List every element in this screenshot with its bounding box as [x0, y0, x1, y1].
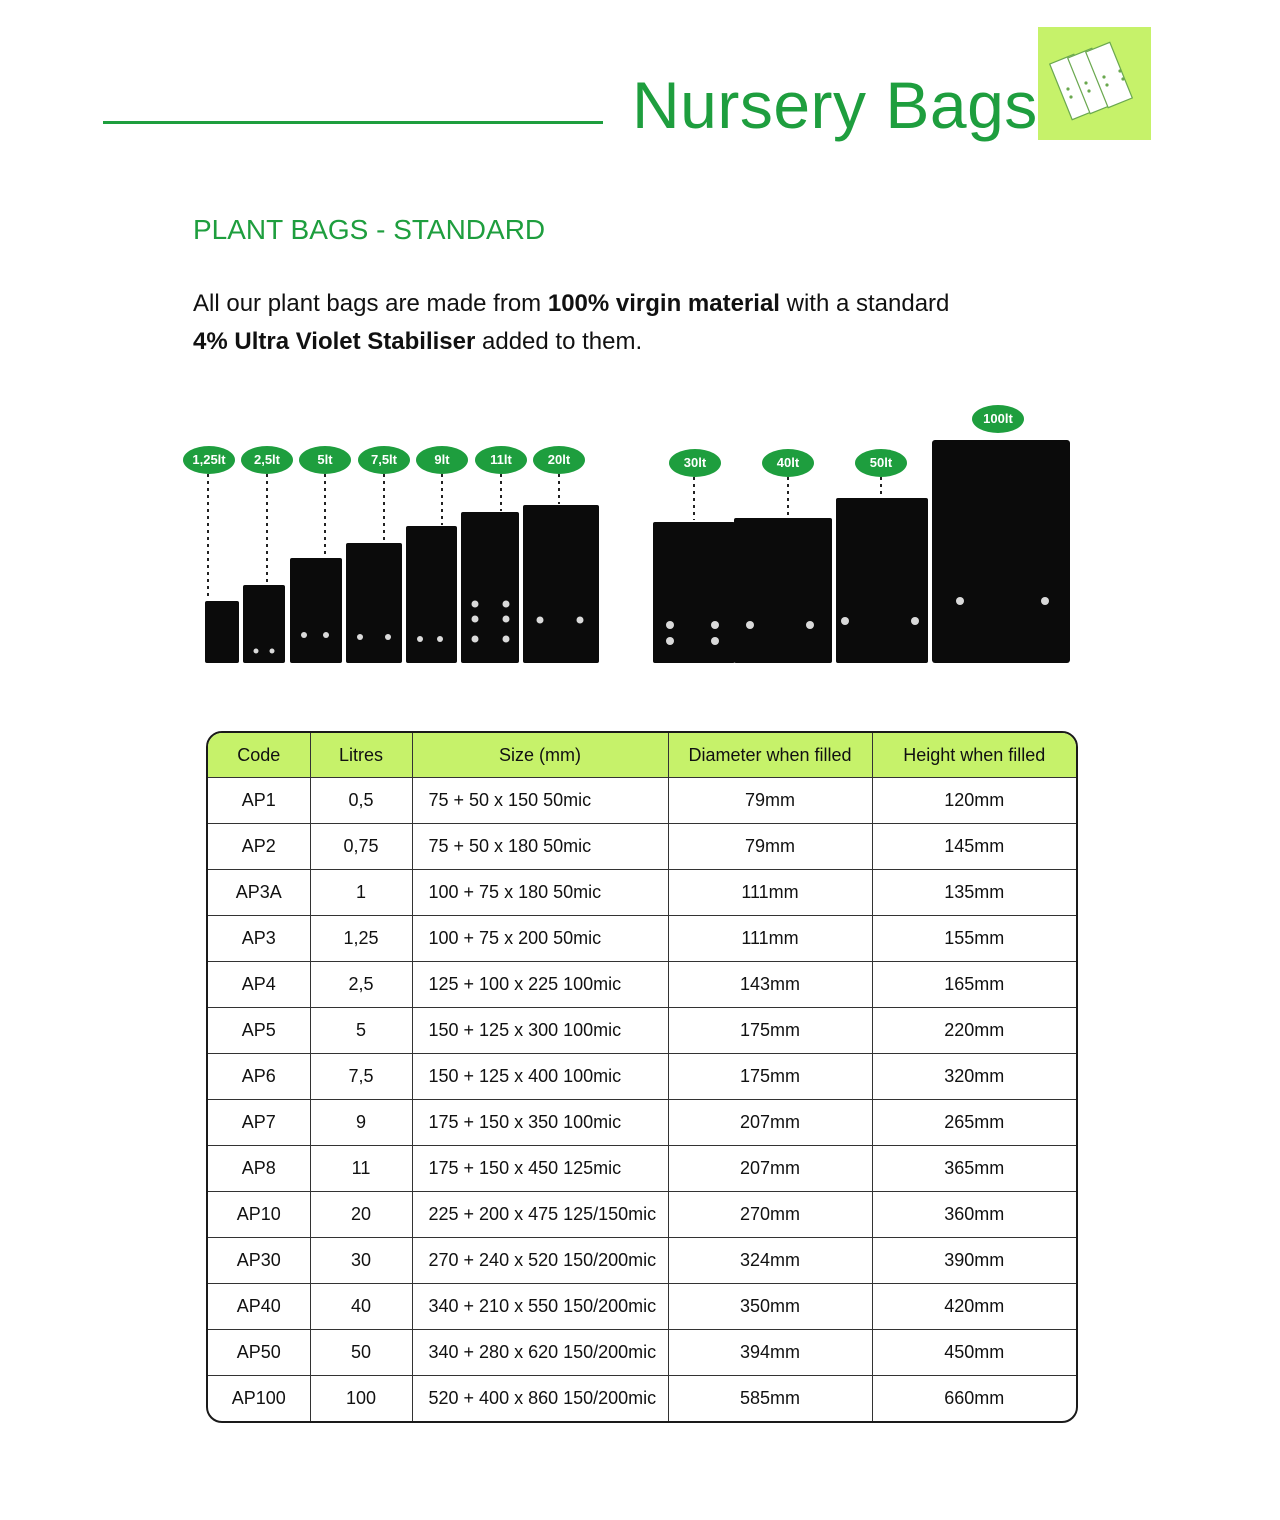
cell-size: 225 + 200 x 475 125/150mic: [412, 1192, 668, 1238]
cell-size: 270 + 240 x 520 150/200mic: [412, 1238, 668, 1284]
header-code: Code: [208, 733, 310, 778]
cell-litres: 2,5: [310, 962, 412, 1008]
cell-diameter: 175mm: [668, 1008, 872, 1054]
header-height: Height when filled: [872, 733, 1076, 778]
cell-size: 340 + 280 x 620 150/200mic: [412, 1330, 668, 1376]
cell-height: 120mm: [872, 778, 1076, 824]
cell-litres: 0,75: [310, 824, 412, 870]
bag-label: 40lt: [776, 455, 800, 470]
intro-text: with a standard: [779, 290, 950, 317]
cell-litres: 30: [310, 1238, 412, 1284]
cell-height: 450mm: [872, 1330, 1076, 1376]
cell-diameter: 79mm: [668, 778, 872, 824]
table-row: [208, 1238, 1076, 1284]
cell-code: AP8: [208, 1146, 310, 1192]
bag-label: 20lt: [547, 452, 571, 467]
cell-diameter: 143mm: [668, 962, 872, 1008]
cell-height: 145mm: [872, 824, 1076, 870]
cell-code: AP50: [208, 1330, 310, 1376]
cell-height: 155mm: [872, 916, 1076, 962]
logo: [1038, 27, 1151, 140]
cell-code: AP3A: [208, 870, 310, 916]
bag-label: 30lt: [683, 455, 707, 470]
cell-diameter: 79mm: [668, 824, 872, 870]
bag-label: 2,5lt: [253, 452, 281, 467]
cell-size: 100 + 75 x 180 50mic: [412, 870, 668, 916]
cell-height: 360mm: [872, 1192, 1076, 1238]
cell-height: 320mm: [872, 1054, 1076, 1100]
table-row: [208, 1054, 1076, 1100]
cell-diameter: 207mm: [668, 1146, 872, 1192]
table-row: [208, 778, 1076, 824]
table-row: [208, 1146, 1076, 1192]
table-row: [208, 1192, 1076, 1238]
bag-label: 11lt: [490, 452, 512, 467]
intro-text: All our plant bags are made from: [193, 290, 548, 317]
table-row: [208, 1284, 1076, 1330]
cell-height: 220mm: [872, 1008, 1076, 1054]
cell-size: 75 + 50 x 150 50mic: [412, 778, 668, 824]
section-title: PLANT BAGS - STANDARD: [193, 214, 546, 245]
table-row: [208, 824, 1076, 870]
cell-size: 125 + 100 x 225 100mic: [412, 962, 668, 1008]
cell-height: 365mm: [872, 1146, 1076, 1192]
cell-height: 660mm: [872, 1376, 1076, 1422]
cell-diameter: 270mm: [668, 1192, 872, 1238]
cell-code: AP30: [208, 1238, 310, 1284]
cell-height: 165mm: [872, 962, 1076, 1008]
cell-litres: 20: [310, 1192, 412, 1238]
cell-code: AP4: [208, 962, 310, 1008]
cell-diameter: 207mm: [668, 1100, 872, 1146]
table-row: [208, 1330, 1076, 1376]
cell-diameter: 394mm: [668, 1330, 872, 1376]
cell-size: 150 + 125 x 400 100mic: [412, 1054, 668, 1100]
bag-label: 9lt: [434, 452, 450, 467]
title-rule: [103, 121, 603, 124]
cell-code: AP40: [208, 1284, 310, 1330]
cell-size: 150 + 125 x 300 100mic: [412, 1008, 668, 1054]
bag-label: 1,25lt: [192, 452, 226, 467]
cell-code: AP3: [208, 916, 310, 962]
bag-label: 7,5lt: [370, 452, 398, 467]
table-row: [208, 962, 1076, 1008]
header-size: Size (mm): [412, 733, 668, 778]
cell-code: AP2: [208, 824, 310, 870]
bag-label: 50lt: [869, 455, 893, 470]
bag-label: 100lt: [983, 411, 1013, 426]
cell-litres: 100: [310, 1376, 412, 1422]
cell-size: 100 + 75 x 200 50mic: [412, 916, 668, 962]
cell-diameter: 324mm: [668, 1238, 872, 1284]
intro-bold-virgin: 100% virgin material: [547, 290, 780, 317]
cell-code: AP10: [208, 1192, 310, 1238]
cell-height: 135mm: [872, 870, 1076, 916]
cell-size: 75 + 50 x 180 50mic: [412, 824, 668, 870]
cell-diameter: 350mm: [668, 1284, 872, 1330]
cell-code: AP5: [208, 1008, 310, 1054]
intro-bold-uv: 4% Ultra Violet Stabiliser: [193, 328, 476, 355]
cell-size: 340 + 210 x 550 150/200mic: [412, 1284, 668, 1330]
cell-litres: 0,5: [310, 778, 412, 824]
spec-table: [206, 731, 1078, 1423]
table-row: [208, 1100, 1076, 1146]
cell-litres: 40: [310, 1284, 412, 1330]
cell-size: 175 + 150 x 350 100mic: [412, 1100, 668, 1146]
intro-text: added to them.: [475, 328, 643, 355]
cell-height: 390mm: [872, 1238, 1076, 1284]
cell-litres: 1,25: [310, 916, 412, 962]
table-row: [208, 870, 1076, 916]
cell-litres: 1: [310, 870, 412, 916]
bag-label: 5lt: [317, 452, 333, 467]
cell-litres: 5: [310, 1008, 412, 1054]
table-row: [208, 916, 1076, 962]
cell-height: 420mm: [872, 1284, 1076, 1330]
cell-size: 175 + 150 x 450 125mic: [412, 1146, 668, 1192]
header-diameter: Diameter when filled: [668, 733, 872, 778]
intro-paragraph: [193, 285, 1053, 361]
bag-size-figure: [170, 395, 1110, 685]
cell-diameter: 111mm: [668, 870, 872, 916]
plant-bags-icon: [1038, 27, 1151, 140]
cell-code: AP1: [208, 778, 310, 824]
cell-litres: 7,5: [310, 1054, 412, 1100]
page-title: Nursery Bags: [632, 68, 1038, 142]
table-header-row: [208, 733, 1076, 778]
cell-code: AP100: [208, 1376, 310, 1422]
cell-litres: 9: [310, 1100, 412, 1146]
cell-litres: 50: [310, 1330, 412, 1376]
table-row: [208, 1008, 1076, 1054]
header-litres: Litres: [310, 733, 412, 778]
cell-diameter: 585mm: [668, 1376, 872, 1422]
cell-size: 520 + 400 x 860 150/200mic: [412, 1376, 668, 1422]
cell-diameter: 111mm: [668, 916, 872, 962]
cell-code: AP6: [208, 1054, 310, 1100]
cell-code: AP7: [208, 1100, 310, 1146]
cell-height: 265mm: [872, 1100, 1076, 1146]
cell-diameter: 175mm: [668, 1054, 872, 1100]
table-row: [208, 1376, 1076, 1422]
cell-litres: 11: [310, 1146, 412, 1192]
